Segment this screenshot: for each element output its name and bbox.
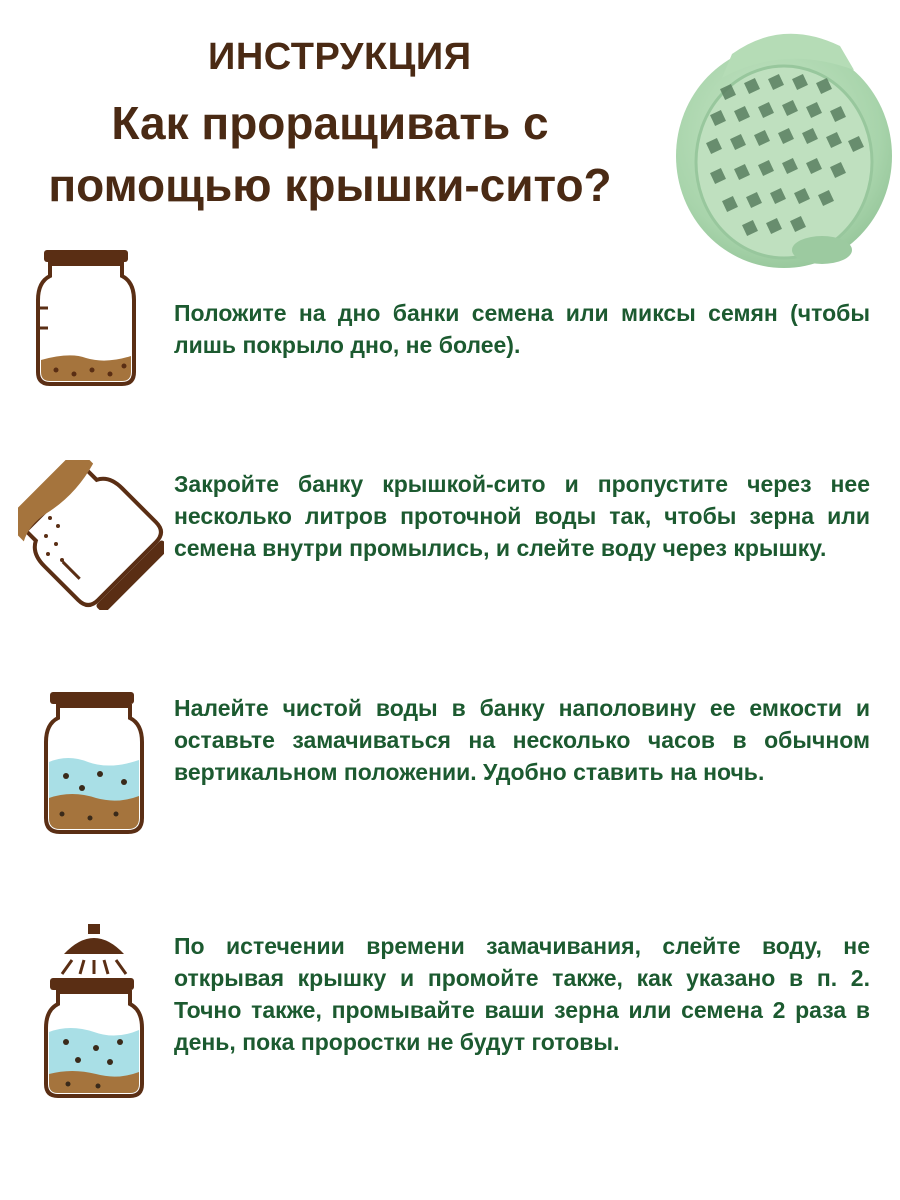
tilted-jar-rinsing-icon — [18, 460, 164, 610]
instruction-kicker: ИНСТРУКЦИЯ — [208, 36, 472, 78]
jar-soaking-icon — [38, 690, 150, 838]
step-2-text: Закройте банку крышкой-сито и пропустите через нее несколько литров проточной воды так, чтобы зерна или семена внутри промылись, и слейте воду через крышку. — [174, 471, 870, 561]
sieve-lid-image — [672, 24, 894, 274]
jar-shower-rinse-icon — [38, 924, 150, 1100]
jar-with-seeds-icon — [30, 248, 142, 390]
step-4-text: По истечении времени замачивания, слейте воду, не открывая крышку и промойте также, как указано в п. 2. Точно также, промывайте ваши зерна или семена 2 раза в день, пока проростки не будут готовы. — [174, 933, 870, 1055]
step-1-text: Положите на дно банки семена или миксы семян (чтобы лишь покрыло дно, не более). — [174, 300, 870, 358]
page-title: Как проращивать с помощью крышки-сито? — [48, 97, 612, 211]
step-3-text: Налейте чистой воды в банку наполовину ее емкости и оставьте замачиваться на несколько часов в обычном вертикальном положении. Удобно ставить на ночь. — [174, 695, 870, 785]
